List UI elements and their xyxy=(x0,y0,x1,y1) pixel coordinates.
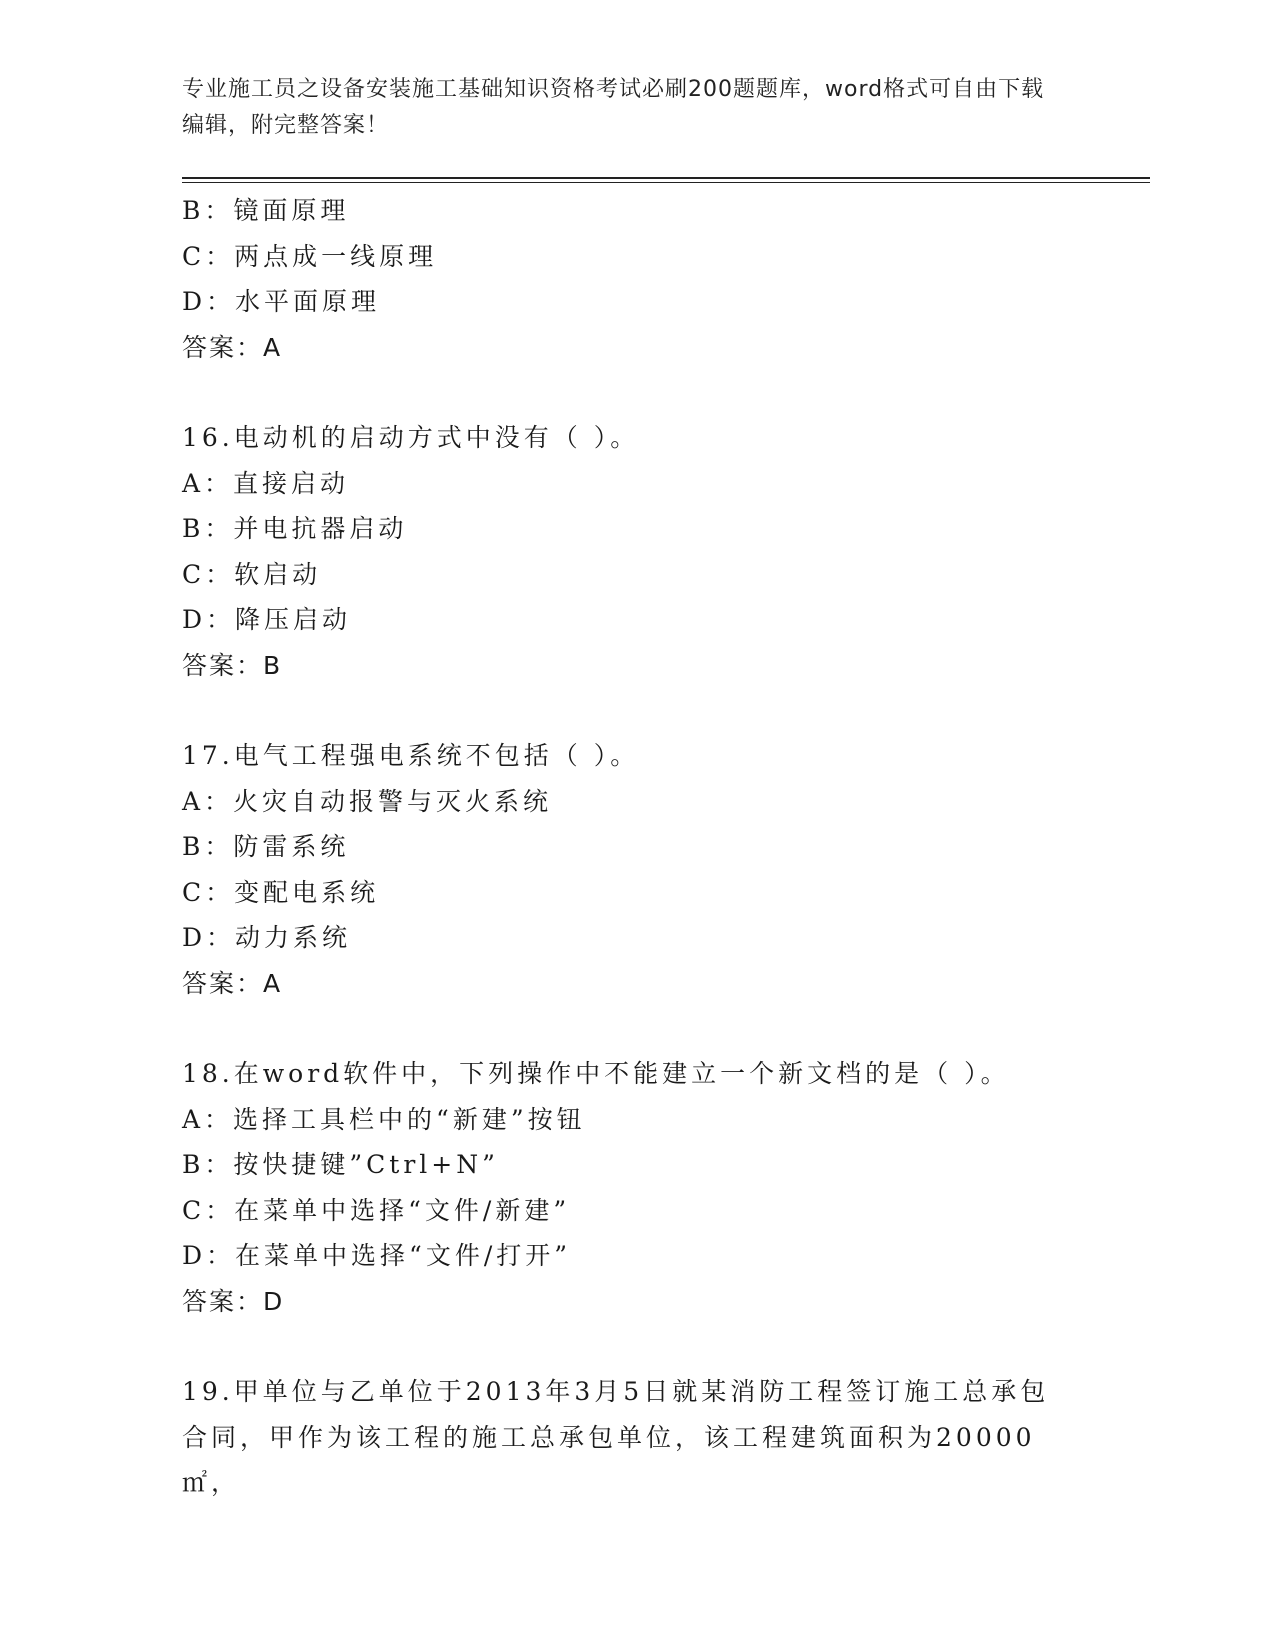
q16-option-c: C：软启动 xyxy=(182,559,322,589)
q16-option-d: D：降压启动 xyxy=(182,605,352,634)
q15-option-c: C：两点成一线原理 xyxy=(182,241,438,271)
q18-option-d: D：在菜单中选择“文件/打开” xyxy=(182,1241,572,1270)
q18-option-c: C：在菜单中选择“文件/新建” xyxy=(182,1195,571,1225)
question-16-block xyxy=(182,415,1082,688)
header-divider-thick xyxy=(182,177,1150,179)
question-19-block xyxy=(182,1369,1082,1506)
header-divider-thin xyxy=(182,182,1150,183)
q17-answer: 答案：A xyxy=(182,968,283,998)
q18-option-b: B：按快捷键”Ctrl+N” xyxy=(182,1150,499,1179)
q17-question: 17.电气工程强电系统不包括（ ）。 xyxy=(182,741,640,770)
q18-option-a: A：选择工具栏中的“新建”按钮 xyxy=(182,1104,586,1134)
q16-answer: 答案：B xyxy=(182,650,283,680)
q15-option-b: B：镜面原理 xyxy=(182,196,350,225)
q17-option-b: B：防雷系统 xyxy=(182,832,350,861)
q16-question: 16.电动机的启动方式中没有（ ）。 xyxy=(182,423,640,452)
spacer xyxy=(182,1006,1082,1051)
spacer xyxy=(182,688,1082,733)
q15-answer: 答案：A xyxy=(182,332,283,362)
document-header: 专业施工员之设备安装施工基础知识资格考试必刷200题题库，word格式可自由下载编辑，附完整答案！ xyxy=(182,77,1045,138)
q15-option-d: D：水平面原理 xyxy=(182,287,381,316)
q17-option-d: D：动力系统 xyxy=(182,923,352,952)
spacer xyxy=(182,370,1082,415)
q18-question: 18.在word软件中，下列操作中不能建立一个新文档的是（ ）。 xyxy=(182,1059,1010,1088)
q17-option-a: A：火灾自动报警与灭火系统 xyxy=(182,786,553,816)
q19-question: 19.甲单位与乙单位于2013年3月5日就某消防工程签订施工总承包合同，甲作为该工程的施工总承包单位，该工程建筑面积为20000㎡， xyxy=(182,1377,1050,1497)
question-17-block xyxy=(182,733,1082,1006)
question-list xyxy=(182,188,1082,1506)
q16-option-b: B：并电抗器启动 xyxy=(182,514,408,543)
q18-answer: 答案：D xyxy=(182,1286,285,1316)
q16-option-a: A：直接启动 xyxy=(182,468,350,498)
question-15-block xyxy=(182,188,1082,370)
spacer xyxy=(182,1324,1082,1369)
q17-option-c: C：变配电系统 xyxy=(182,877,380,907)
question-18-block xyxy=(182,1051,1082,1324)
